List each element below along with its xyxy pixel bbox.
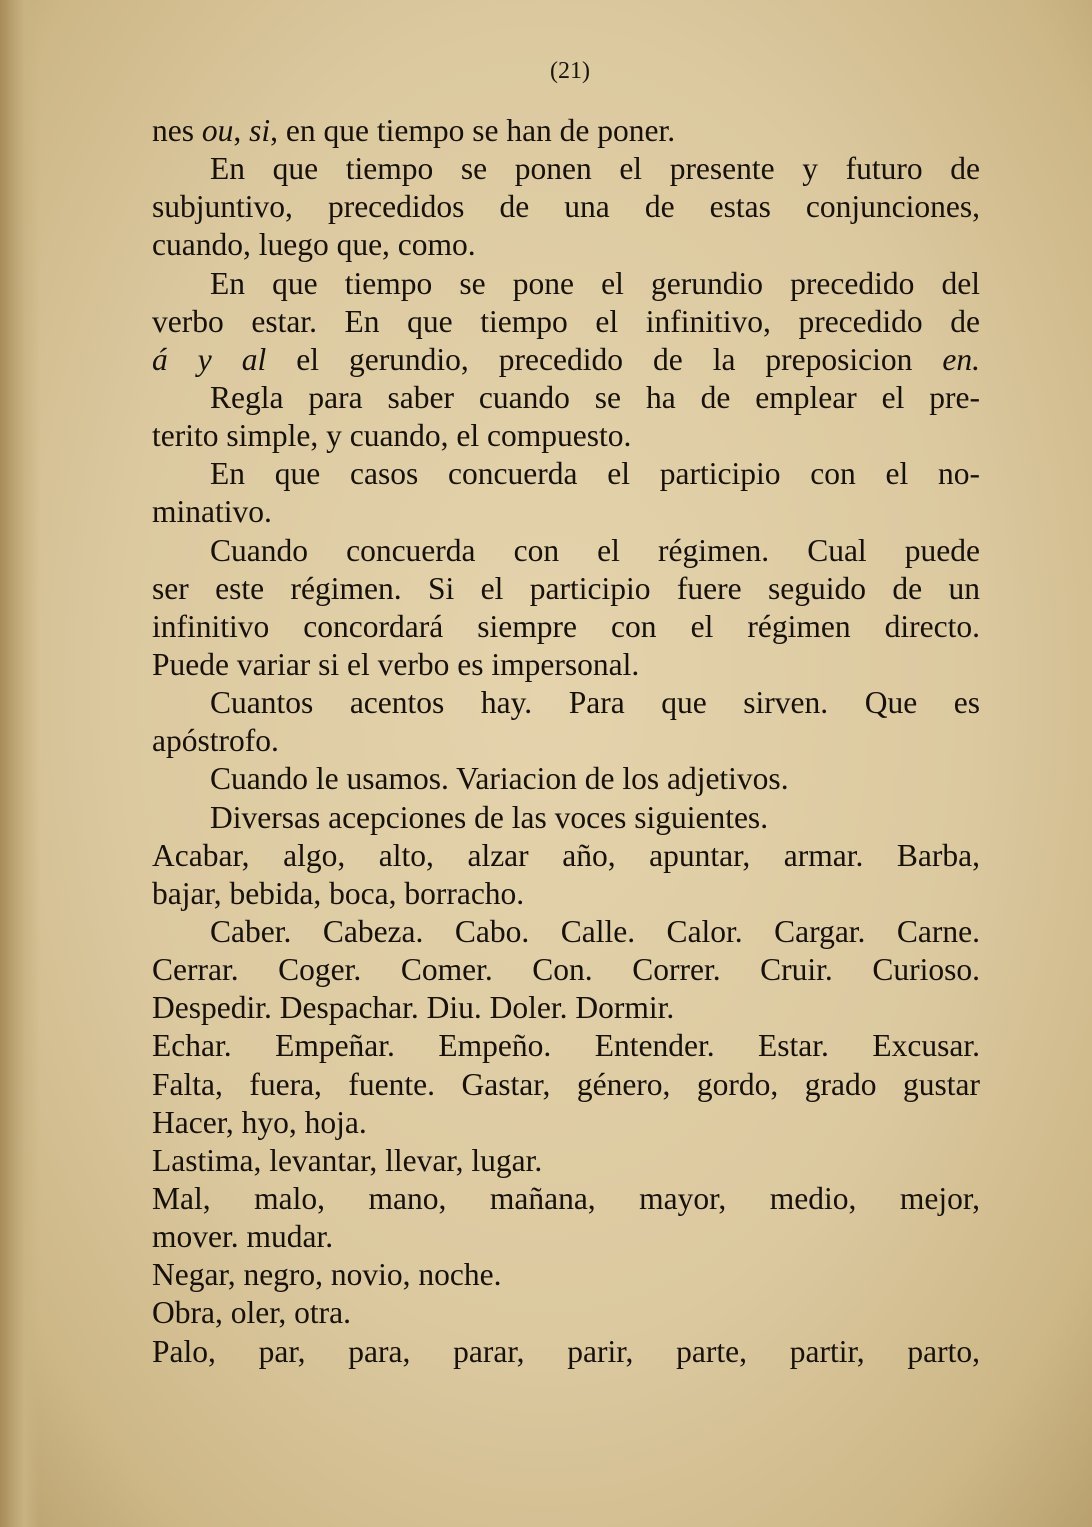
text-line <box>152 1142 980 1180</box>
text-segment: ser este régimen. Si el participio fuere seguido de un <box>152 570 980 606</box>
text-line <box>152 722 980 760</box>
text-line <box>152 226 980 264</box>
text-segment: minativo. <box>152 494 272 530</box>
text-line <box>152 1180 980 1218</box>
text-line <box>152 837 980 875</box>
body-text <box>152 112 980 1371</box>
italic-text: á y al <box>152 341 267 377</box>
text-segment: En que casos concuerda el participio con el no- <box>210 456 980 492</box>
text-line <box>152 570 980 608</box>
text-segment: Acabar, algo, alto, alzar año, apuntar, armar. Barba, <box>152 837 980 873</box>
page-number: (21) <box>550 58 590 84</box>
text-segment: En que tiempo se ponen el presente y futuro de <box>210 151 980 187</box>
text-line <box>152 112 980 150</box>
text-segment: , <box>233 113 250 148</box>
text-line <box>152 1066 980 1104</box>
text-line <box>152 379 980 417</box>
text-segment: el gerundio, precedido de la preposicion <box>266 341 943 377</box>
text-segment: Obra, oler, otra. <box>152 1295 352 1331</box>
text-segment: Lastima, levantar, llevar, lugar. <box>152 1142 543 1178</box>
text-segment: Palo, par, para, parar, parir, parte, partir, parto, <box>152 1333 980 1369</box>
text-segment: , en que tiempo se han de poner. <box>270 113 676 148</box>
text-segment: Diversas acepciones de las voces siguientes. <box>210 799 769 835</box>
italic-text: ou <box>201 113 234 148</box>
text-segment: Caber. Cabeza. Cabo. Calle. Calor. Cargar. Carne. <box>210 913 980 949</box>
text-segment: nes <box>152 113 202 148</box>
text-line <box>152 760 980 798</box>
text-segment: mover. mudar. <box>152 1219 334 1255</box>
text-segment: verbo estar. En que tiempo el infinitivo, precedido de <box>152 303 980 339</box>
text-line <box>152 1027 980 1065</box>
text-segment: Hacer, hyo, hoja. <box>152 1104 367 1140</box>
text-line <box>152 150 980 188</box>
text-line <box>152 1104 980 1142</box>
italic-text: si <box>249 113 271 148</box>
text-segment: Negar, negro, novio, noche. <box>152 1257 502 1293</box>
text-line <box>152 913 980 951</box>
text-segment: Falta, fuera, fuente. Gastar, género, gordo, grado gustar <box>152 1066 980 1102</box>
text-segment: Cuando concuerda con el régimen. Cual puede <box>210 532 980 568</box>
text-segment: cuando, luego que, como. <box>152 227 476 263</box>
text-line <box>152 341 980 379</box>
text-segment: En que tiempo se pone el gerundio precedido del <box>210 265 980 301</box>
text-line <box>152 265 980 303</box>
text-line <box>152 875 980 913</box>
text-segment: Cuando le usamos. Variacion de los adjetivos. <box>210 761 789 797</box>
text-line <box>152 1256 980 1294</box>
text-segment: Cerrar. Coger. Comer. Con. Correr. Cruir. Curioso. <box>152 952 980 988</box>
text-segment: subjuntivo, precedidos de una de estas conjunciones, <box>152 189 980 225</box>
text-line <box>152 455 980 493</box>
text-line <box>152 1218 980 1256</box>
text-line <box>152 303 980 341</box>
text-line <box>152 951 980 989</box>
italic-text: en. <box>942 341 981 377</box>
text-segment: Cuantos acentos hay. Para que sirven. Que es <box>210 685 980 721</box>
text-line <box>152 989 980 1027</box>
text-line <box>152 188 980 226</box>
text-line <box>152 1294 980 1332</box>
text-segment: Despedir. Despachar. Diu. Doler. Dormir. <box>152 990 675 1026</box>
text-segment: bajar, bebida, boca, borracho. <box>152 875 525 911</box>
text-line <box>152 532 980 570</box>
text-segment: terito simple, y cuando, el compuesto. <box>152 418 632 454</box>
text-line <box>152 417 980 455</box>
text-segment: Echar. Empeñar. Empeño. Entender. Estar. Excusar. <box>152 1028 980 1064</box>
text-segment: infinitivo concordará siempre con el régimen directo. <box>152 608 980 644</box>
text-line <box>152 608 980 646</box>
text-line <box>152 799 980 837</box>
text-line <box>152 646 980 684</box>
text-segment: apóstrofo. <box>152 723 279 759</box>
text-segment: Puede variar si el verbo es impersonal. <box>152 646 640 682</box>
text-line <box>152 684 980 722</box>
text-segment: Mal, malo, mano, mañana, mayor, medio, mejor, <box>152 1180 980 1216</box>
text-line <box>152 1333 980 1371</box>
text-segment: Regla para saber cuando se ha de emplear el pre- <box>210 379 980 415</box>
text-line <box>152 493 980 531</box>
